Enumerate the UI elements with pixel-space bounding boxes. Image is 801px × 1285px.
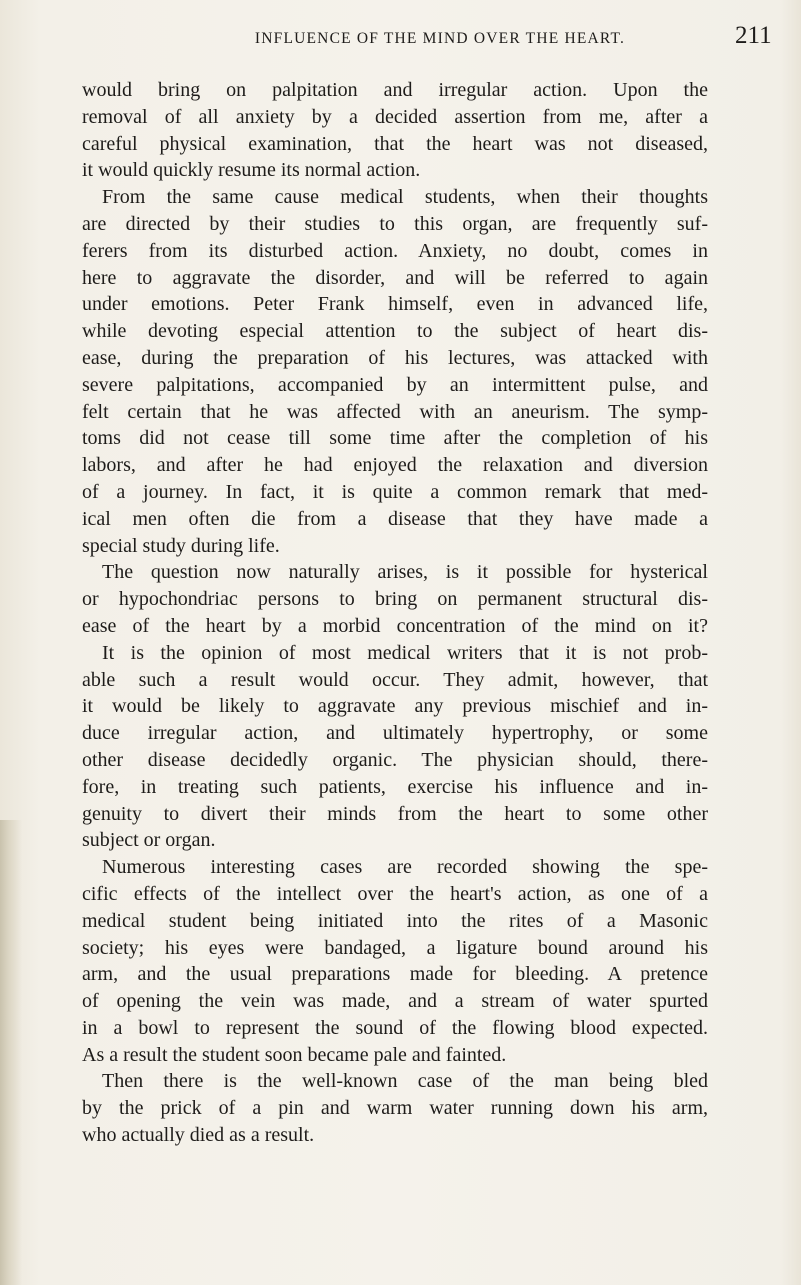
text-line: it would quickly resume its normal action. [82,159,421,182]
text-line: It is the opinion of most medical writers that it is not prob- [102,641,708,664]
text-line: severe palpitations, accompanied by an intermittent pulse, and [82,373,708,396]
text-line: of opening the vein was made, and a stream of water spurted [82,990,708,1013]
text-line: able such a result would occur. They admit, however, that [82,668,708,691]
text-line: other disease decidedly organic. The physician should, there- [82,748,708,771]
text-line: ferers from its disturbed action. Anxiety, no doubt, comes in [82,239,708,262]
text-line: it would be likely to aggravate any previous mischief and in- [82,695,708,718]
text-line: ease of the heart by a morbid concentration of the mind on it? [82,614,708,637]
text-line: As a result the student soon became pale and fainted. [82,1043,507,1066]
text-line: while devoting especial attention to the subject of heart dis- [82,320,708,343]
body-text [82,77,708,1149]
text-line: felt certain that he was affected with an aneurism. The symp- [82,400,708,423]
text-line: who actually died as a result. [82,1124,315,1147]
page-edge-shadow [0,820,22,1285]
text-line: toms did not cease till some time after the completion of his [82,427,708,450]
text-line: labors, and after he had enjoyed the relaxation and diversion [82,454,708,477]
text-line: genuity to divert their minds from the heart to some other [82,802,708,825]
text-line: removal of all anxiety by a decided assertion from me, after a [82,105,708,128]
text-line: arm, and the usual preparations made for bleeding. A pretence [82,963,708,986]
text-line: would bring on palpitation and irregular action. Upon the [82,79,708,101]
text-line: Then there is the well-known case of the man being bled [102,1070,708,1093]
text-line: duce irregular action, and ultimately hypertrophy, or some [82,722,708,745]
text-line: From the same cause medical students, when their thoughts [102,186,708,209]
text-line: fore, in treating such patients, exercise his influence and in- [82,775,708,798]
text-line: are directed by their studies to this organ, are frequently suf- [82,212,708,235]
text-line: The question now naturally arises, is it possible for hysterical [102,561,708,584]
text-line: society; his eyes were bandaged, a ligature bound around his [82,936,708,959]
text-line: ical men often die from a disease that they have made a [82,507,708,530]
text-line: here to aggravate the disorder, and will be referred to again [82,266,708,289]
text-line: under emotions. Peter Frank himself, even in advanced life, [82,293,708,316]
text-line: ease, during the preparation of his lectures, was attacked with [82,346,708,369]
page-number: 211 [735,22,772,49]
text-line: cific effects of the intellect over the heart's action, as one of a [82,882,708,905]
text-line: medical student being initiated into the rites of a Masonic [82,909,708,932]
running-head: INFLUENCE OF THE MIND OVER THE HEART. [254,30,626,47]
text-line: in a bowl to represent the sound of the flowing blood expected. [82,1016,708,1039]
text-line: careful physical examination, that the heart was not diseased, [82,132,708,155]
text-line: or hypochondriac persons to bring on permanent structural dis- [82,588,708,611]
text-line: of a journey. In fact, it is quite a common remark that med- [82,480,708,503]
text-line: by the prick of a pin and warm water running down his arm, [82,1097,708,1120]
text-line: special study during life. [82,534,280,557]
text-line: subject or organ. [82,829,216,852]
text-line: Numerous interesting cases are recorded showing the spe- [102,856,708,879]
